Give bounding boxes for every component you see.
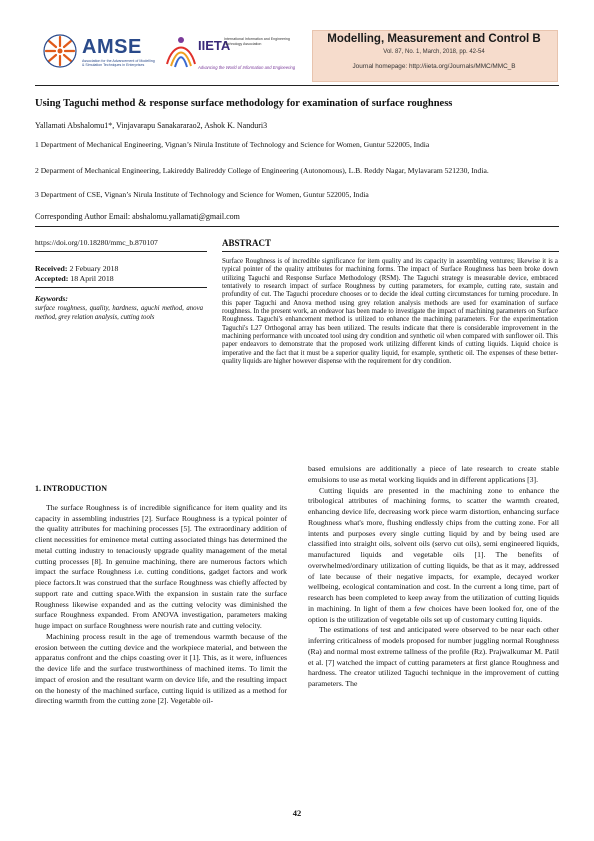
author-list: Yallamati Abshalomu1*, Vinjavarapu Sanakararao2, Ashok K. Nanduri3 (35, 121, 268, 130)
abstract-heading: ABSTRACT (222, 238, 272, 248)
introduction-heading: 1. INTRODUCTION (35, 484, 108, 493)
accepted-date: 18 April 2018 (70, 274, 114, 283)
dates-rule (35, 287, 207, 288)
paragraph: Cutting liquids are presented in the machining zone to enhance the tribological attributes of machining forms, to scatter the warmth created, enhancing device life, decreasing work piece warm distortion, enhancing surface Roughness what's more, flushing endlessly chips from the cutting zone. For all intents and purposes every single cutting liquid by and by being used are classified into straight oils, solvent oils (servo cut oils), semi engineered liquids, manufactured liquids and vegetable oils [1]. The benefits of overwhelmed/ordinary utilization of cutting liquids, be that as it may, addressed of late because of their negative impacts, for example, decayed worker wellbeing, ecological contamination and cost. In the current a long time, part of research has been completed to keep away from the utilization of cutting liquids in machining. In light of them a few choices have been looked for, one of the option is the utilization of vegetable oils set up of customary cutting liquids. (308, 485, 559, 624)
iieta-slogan: Advancing the World of Information and Engineering (198, 65, 296, 70)
abstract-rule (222, 251, 559, 252)
abstract-text: Surface Roughness is of incredible significance for item quality and its capacity in assembling ventures; likewise it is a typical pointer of the quality attributes for machining forms. The impact of Surface Roughness has been broke down utilizing Taguchi and Response Surface Methodology (RSM). The Taguchi strategy is measurable device, embraced tentatively to research impact of surface Roughness by cutting parameters, for example, cutting rate, sustain and profundity of cut. The Taguchi procedure chooses or to decide the ideal cutting circumstances for turning procedure. In this paper Taguchi and Anova method using grey relation analysis methods are used for examination of surface roughness. In the present work, an endeavor has been made to investigate the impact of machining parameters on Surface Roughness. Taguchi's enhancement method is utilized to enhance the machining parameters. For the experimentation Taguchi's L27 Orthogonal array has been utilized. The results indicate that there is considerable improvement in the machining performance with uncoated tool using dry condition and synthetic oil when compared with sunflower oil. This paper endeavors to demonstrate that the proposed work utilizing different kinds of cutting liquids. Liquid choice is imperative and the fact that it must be a superior quality liquid, for example, synthetic oil. The expenses of these better-quality liquids are higher however dispense with the requirement for dry condition. (222, 258, 558, 366)
paragraph: The estimations of test and anticipated were observed to be near each other inferring criticalness of models proposed for number juggling normal Roughness (Ra) and normal most extreme tallness of the profile (Rz). Prajwalkumar M. Patil et al. [7] watched the impact of cutting parameters at first glance Roughness and hardness. The creator utilized Taguchi technique in the improvement of cutting parameters. The (308, 625, 559, 688)
keywords: surface roughness, quality, hardness, aguchi method, anova method, grey relation analysis, cutting tools (35, 305, 203, 321)
paragraph: Machining process result in the age of tremendous warmth because of the erosion between the cutting device and the workpiece material, and between the apparatus confront and the chips coasting over it [1]. This, as it were, influences the device life and the surface trustworthiness of machined items. To limit the impact of erosion and the resultant warm on device life, and the resulting impact on the honesty of the machined surface, cutting liquid is utilized as a method for directing warmth from the cutting zone [2]. Vegetable oil- (35, 631, 287, 706)
dates (35, 264, 118, 284)
received-label: Received: (35, 264, 68, 273)
accepted-label: Accepted: (35, 274, 69, 283)
body-column-1 (35, 484, 287, 707)
paper-authors (35, 121, 267, 130)
amse-tagline: Association for the Advancement of Modelling & Simulation Techniques in Enterprises (82, 59, 155, 68)
received-date: 2 Febuary 2018 (69, 264, 119, 273)
doi-rule (35, 251, 207, 252)
keywords-label: Keywords: (35, 294, 68, 303)
iieta-full-name: International Information and Engineering Technology Association (224, 37, 290, 46)
body-column-2 (308, 464, 559, 690)
affiliation-3: 3 Department of CSE, Vignan’s Nirula Institute of Technology and Science for Women, Guntur 522005, India (35, 190, 369, 199)
iieta-name: IIETA (198, 38, 231, 53)
affiliation-1: 1 Department of Mechanical Engineering, Vignan’s Nirula Institute of Technology and Science for Women, Guntur 522005, India (35, 140, 430, 149)
paragraph: The surface Roughness is of incredible significance for item quality and its capacity in assembling industries [2]. Surface Roughness is a typical pointer of the quality attributes for machining processes [5]. The extraordinary addition of client necessities for eminence metal cutting associated things has determined the metal cutting industry to tenaciously upgrade quality management of the metal cutting processes [8]. In genuine machining, there are numerous factors which impact the surface Roughness i.e. cutting conditions, gadget factors and work piece factors.It was construed that the surface Roughness was chiefly affected by support rate and cutting space.With the expansion in sustain rate the surface Roughness likewise expanded and as the cutting velocity was diminished the surface Roughness expanded. From ANOVA investigation, parameters making huge impact on surface Roughness were nourish rate and cutting velocity. (35, 502, 287, 630)
doi-link[interactable]: https://doi.org/10.18280/mmc_b.870107 (35, 238, 158, 247)
journal-name: Modelling, Measurement and Control B (327, 33, 541, 45)
header-rule (35, 85, 559, 86)
journal-issue: Vol. 87, No. 1, March, 2018, pp. 42-54 (383, 49, 485, 55)
page-number: 42 (292, 808, 302, 818)
paper-title: Using Taguchi method & response surface methodology for examination of surface roughness (35, 98, 453, 109)
affiliation-rule (35, 226, 559, 227)
journal-homepage[interactable]: Journal homepage: http://iieta.org/Journals/MMC/MMC_B (352, 63, 516, 70)
affiliation-2: 2 Deparment of Mechanical Engineering, Lakireddy Balireddy College of Engineering (Autonomous), L.B. Reddy Nagar, Mylavaram 521230, India. (35, 166, 489, 175)
corresponding-author[interactable]: Corresponding Author Email: abshalomu.yallamati@gmail.com (35, 212, 240, 221)
paragraph: based emulsions are additionally a piece of late research to create stable emulsions to use as metal working liquids and in different applications [3]. (308, 464, 559, 484)
amse-name: AMSE (82, 36, 142, 58)
